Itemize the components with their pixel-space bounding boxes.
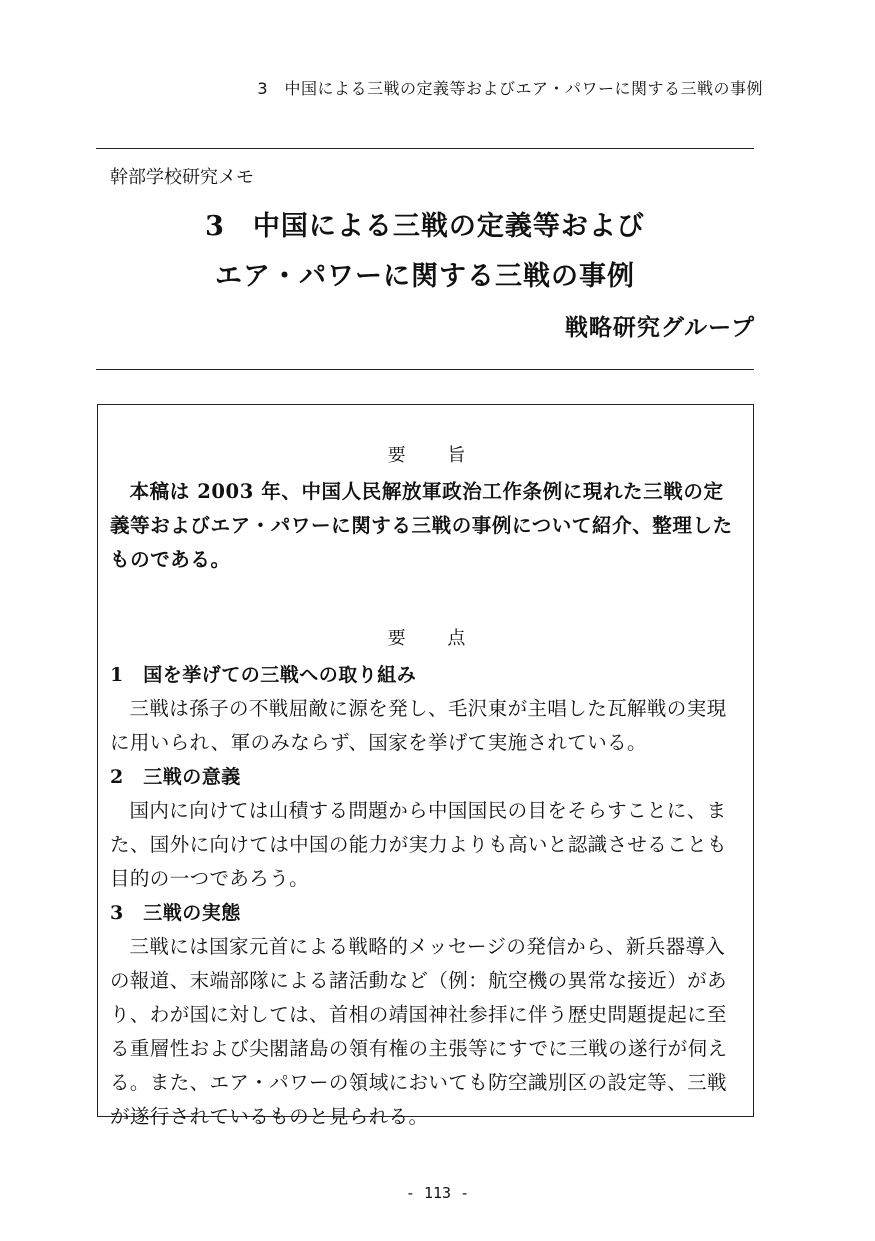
- point-heading: 2 三戦の意義: [110, 766, 241, 788]
- abstract-heading: 要 旨: [387, 445, 484, 466]
- title-line-2: エア・パワーに関する三戦の事例: [215, 261, 635, 292]
- summary-content: [110, 441, 743, 1134]
- point-body: 三戦には国家元首による戦略的メッセージの発信から、新兵器導入の報道、末端部隊による諸活動など（例：航空機の異常な接近）があり、わが国に対しては、首相の靖国神社参拝に伴う歴史問題提起に至る重層性および尖閣諸島の領有権の主張等にすでに三戦の遂行が伺える。また、エア・パワーの領域においても防空識別区の設定等、三戦が遂行されているものと見られる。: [110, 935, 728, 1128]
- point-body: 三戦は孫子の不戦屈敵に源を発し、毛沢東が主唱した瓦解戦の実現に用いられ、軍のみならず、国家を挙げて実施されている。: [110, 697, 727, 754]
- top-divider: [96, 148, 754, 149]
- series-label: 幹部学校研究メモ: [110, 167, 254, 188]
- point-heading: 3 三戦の実態: [110, 902, 241, 924]
- abstract-text: 本稿は 2003 年、中国人民解放軍政治工作条例に現れた三戦の定義等およびエア・パワーに関する三戦の事例について紹介、整理したものである。: [110, 480, 733, 571]
- title-line-1: 3 中国による三戦の定義等および: [205, 211, 645, 242]
- point-heading: 1 国を挙げての三戦への取り組み: [110, 664, 417, 686]
- spacer: [110, 577, 743, 624]
- page-number: - 113 -: [405, 1184, 470, 1202]
- bottom-divider: [96, 369, 754, 370]
- running-header: 3 中国による三戦の定義等およびエア・パワーに関する三戦の事例: [257, 79, 763, 98]
- summary-box: [97, 404, 754, 1128]
- author: 戦略研究グループ: [564, 314, 755, 341]
- point-body: 国内に向けては山積する問題から中国国民の目をそらすことに、また、国外に向けては中国の能力が実力よりも高いと認識させることも目的の一つであろう。: [110, 799, 727, 890]
- key-points-heading: 要 点: [387, 628, 484, 649]
